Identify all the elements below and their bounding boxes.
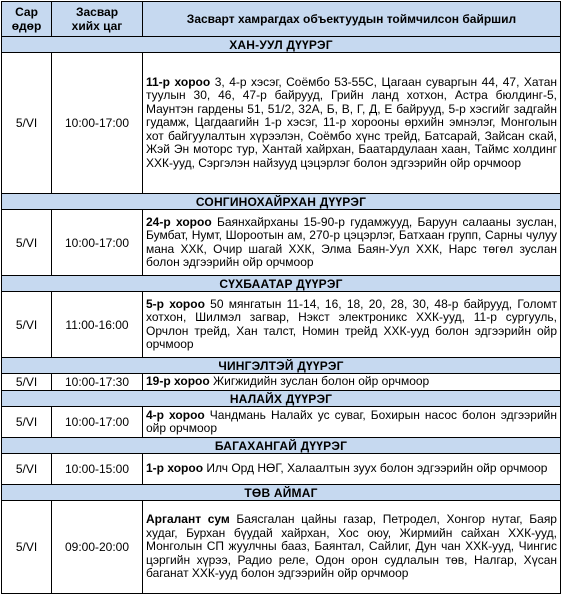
time-cell: 09:00-20:00 (52, 501, 143, 594)
date-cell: 5/VI (2, 454, 52, 485)
time-cell: 10:00-17:30 (52, 374, 143, 391)
header-repair-time (52, 2, 143, 37)
location-text: 50 мянгатын 11-14, 16, 18, 20, 28, 30, 48-р байрууд, Голомт хотхон, Шилмэл загвар, Нэкст электроникс ХХК-ууд, 11-р сургууль, Орчлон трейд, Хан талст, Номин трейд ХХК-ууд болон эдгээрийн ойр орчмоор (146, 296, 558, 351)
date-cell: 5/VI (2, 501, 52, 594)
date-cell: 5/VI (2, 374, 52, 391)
location-cell (143, 501, 561, 594)
table-row (2, 53, 561, 194)
section-title: ХАН-УУЛ ДҮҮРЭГ (2, 37, 561, 53)
section-title-row (2, 194, 561, 210)
location-text: 3, 4-р хэсэг, Соёмбо 53-55С, Цагаан суваргын 44, 47, Хатан туулын 30, 46, 47-р байрууд, Грийн ланд хотхон, Астра бюлдинг-5, Маунтэн гардены 51, 51/2, 32А, Б, В, Г, Д, Е байрууд, 5-р хэсгийг задгайн гудамж, Цагдаагийн 1-р хэсэг, 11-р хорооны өрхийн эмнэлэг, Монголын хот байгуулалтын хүрээлэн, Соёмбо хүнс трейд, Батсарай, Зайсан скай, Жэй Эн моторс тур, Хантай хайрхан, Баатардулаан хаан, Таймс холдинг ХХК-ууд, Сэргэлэн найзууд цэцэрлэг болон эдгээрийн ойр орчмоор (146, 74, 557, 170)
khoroo-label: 11-р хороо (146, 74, 211, 89)
location-text: Илч Орд НӨГ, Халаалтын зуух болон эдгээрийн ойр орчмоор (203, 461, 548, 476)
date-cell: 5/VI (2, 407, 52, 438)
date-cell: 5/VI (2, 210, 52, 276)
section-title-row (2, 438, 561, 454)
khoroo-label: 19-р хороо (146, 374, 210, 389)
table-row (2, 292, 561, 358)
time-cell: 11:00-16:00 (52, 292, 143, 358)
time-cell: 10:00-17:00 (52, 210, 143, 276)
location-text: Чандмань Налайх ус суваг, Бохирын насос болон эдгээрийн ойр орчмоор (146, 407, 558, 435)
location-cell (143, 407, 561, 438)
section-title-row (2, 391, 561, 407)
section-title-row (2, 485, 561, 501)
location-text: Жигжидийн зуслан болон ойр орчмоор (209, 374, 430, 389)
location-cell (143, 374, 561, 391)
table-row (2, 454, 561, 485)
location-cell (143, 454, 561, 485)
time-cell: 10:00-17:00 (52, 53, 143, 194)
section-title-row (2, 276, 561, 292)
section-title: БАГАХАНГАЙ ДҮҮРЭГ (2, 438, 561, 454)
header-location-label: Засварт хамрагдах объектуудын тоймчилсон байршил (186, 12, 517, 26)
location-text: Баясгалан цайны газар, Петродел, Хонгор нутаг, Баяр худаг, Бурхан бүудай хайрхан, Хос оюу, Жирмийн сайхан ХХК-ууд, Монголын СП жуулчны бааз, Баянтал, Сайлиг, Дун чан ХХК-ууд, Чингис цэргийн хүрээ, Радио реле, Одон орон судлалын төв, Налгар, Хүсан баганат ХХК-ууд болон эдгээрийн ойр орчмоор (146, 512, 557, 581)
section-title: НАЛАЙХ ДҮҮРЭГ (2, 391, 561, 407)
table-row (2, 210, 561, 276)
header-repair-time-label: Засвар хийх цаг (71, 5, 123, 33)
table-header-row (2, 2, 561, 37)
section-title-row (2, 358, 561, 374)
date-cell: 5/VI (2, 292, 52, 358)
header-month-day (2, 2, 52, 37)
khoroo-label: 4-р хороо (146, 407, 205, 422)
khoroo-label: Аргалант сум (146, 512, 230, 527)
location-cell (143, 292, 561, 358)
location-cell (143, 210, 561, 276)
repair-schedule-table (1, 1, 561, 594)
table-row (2, 374, 561, 391)
khoroo-label: 1-р хороо (146, 461, 204, 476)
time-cell: 10:00-15:00 (52, 454, 143, 485)
khoroo-label: 24-р хороо (146, 214, 212, 229)
khoroo-label: 5-р хороо (146, 296, 205, 311)
date-cell: 5/VI (2, 53, 52, 194)
section-title-row (2, 37, 561, 53)
location-cell (143, 53, 561, 194)
location-text: Баянхайрханы 15-90-р гудамжууд, Баруун салааны зуслан, Бумбат, Нумт, Шороотын ам, 270-р цэцэрлэг, Батхаан групп, Сарны чулуу мана ХХК, Очир шагай ХХК, Элма Баян-Уул ХХК, Нарс төгөл зуслан болон эдгээрийн ойр орчмоор (146, 214, 558, 269)
header-location (143, 2, 561, 37)
section-title: ТӨВ АЙМАГ (2, 485, 561, 501)
table-row (2, 407, 561, 438)
section-title: ЧИНГЭЛТЭЙ ДҮҮРЭГ (2, 358, 561, 374)
table-row (2, 501, 561, 594)
time-cell: 10:00-17:00 (52, 407, 143, 438)
section-title: СҮХБААТАР ДҮҮРЭГ (2, 276, 561, 292)
header-month-day-label: Сар өдөр (11, 5, 42, 33)
section-title: СОНГИНОХАЙРХАН ДҮҮРЭГ (2, 194, 561, 210)
